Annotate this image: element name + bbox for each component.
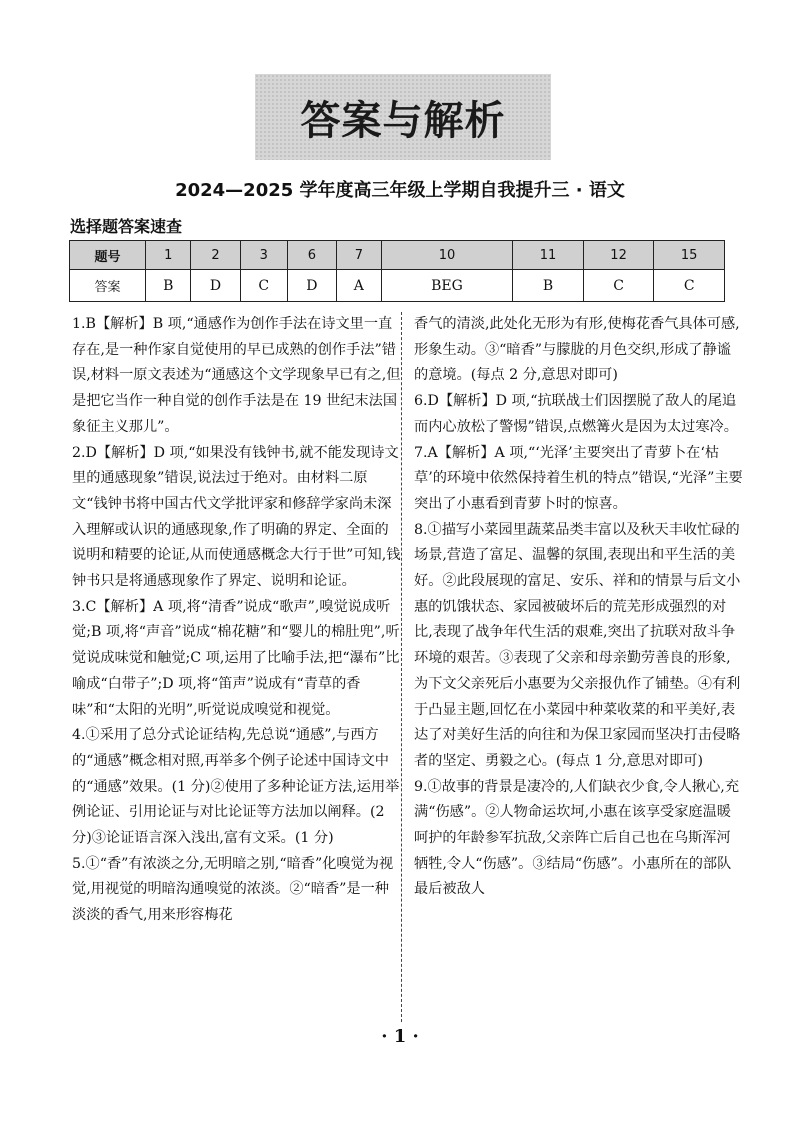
answer-cell: C [240, 270, 287, 302]
right-column [414, 312, 744, 903]
title-banner [255, 74, 551, 160]
answer-cell: A [336, 270, 381, 302]
answer-explanation-5-continued: 香气的清淡,此处化无形为有形,使梅花香气具体可感,形象生动。③“暗香”与朦胧的月色交织,形成了静谧的意境。(每点 2 分,意思对即可) [414, 316, 740, 384]
question-cell: 11 [513, 241, 584, 270]
answer-explanation-8: 8.①描写小菜园里蔬菜品类丰富以及秋天丰收忙碌的场景,营造了富足、温馨的氛围,表现出和平生活的美好。②此段展现的富足、安乐、祥和的情景与后文小惠的饥饿状态、家园被破坏后的荒芜形成强烈的对比,表现了战争年代生活的艰难,突出了抗联对敌斗争环境的艰苦。③表现了父亲和母亲勤劳善良的形象,为下文父亲死后小惠要为父亲报仇作了铺垫。④有利于凸显主题,回忆在小菜园中种菜收菜的和平美好,表达了对美好生活的向往和为保卫家园而坚决打击侵略者的坚定、勇毅之心。(每点 1 分,意思对即可) [414, 521, 741, 769]
answer-cell: B [146, 270, 191, 302]
left-column [72, 312, 402, 929]
answer-explanation-4: 4.①采用了总分式论证结构,先总说“通感”,与西方的“通感”概念相对照,再举多个例子论述中国诗文中的“通感”效果。(1 分)②使用了多种论证方法,运用举例论证、引用论证与对比论证等方法加以阐释。(2 分)③论证语言深入浅出,富有文采。(1 分) [72, 727, 400, 847]
question-cell: 1 [146, 241, 191, 270]
answer-explanation-7: 7.A【解析】A 项,“‘光泽’主要突出了青萝卜在‘枯草’的环境中依然保持着生机的特点”错误,“光泽”主要突出了小惠看到青萝卜时的惊喜。 [414, 444, 743, 512]
question-cell: 10 [381, 241, 513, 270]
question-cell: 15 [654, 241, 725, 270]
answer-cell: B [513, 270, 584, 302]
answer-cell: D [191, 270, 240, 302]
question-cell: 7 [336, 241, 381, 270]
answer-cell: D [287, 270, 336, 302]
quick-check-label: 选择题答案速查 [70, 217, 183, 236]
answer-table [69, 240, 725, 302]
answer-explanation-3: 3.C【解析】A 项,将“清香”说成“歌声”,嗅觉说成听觉;B 项,将“声音”说成“棉花糖”和“婴儿的棉肚兜”,听觉说成味觉和触觉;C 项,运用了比喻手法,把“瀑布”比喻成“白带子”;D 项,将“笛声”说成有“青草的香味”和“太阳的光明”,听觉说成嗅觉和视觉。 [72, 598, 400, 718]
answer-cell: C [583, 270, 654, 302]
answer-explanation-5: 5.①“香”有浓淡之分,无明暗之别,“暗香”化嗅觉为视觉,用视觉的明暗沟通嗅觉的浓淡。②“暗香”是一种淡淡的香气,用来形容梅花 [72, 855, 394, 924]
question-cell: 12 [583, 241, 654, 270]
document-subtitle: 2024—2025 学年度高三年级上学期自我提升三 · 语文 [175, 180, 625, 201]
answer-header: 答案 [70, 270, 146, 302]
question-cell: 3 [240, 241, 287, 270]
answer-explanation-9: 9.①故事的背景是凄冷的,人们缺衣少食,令人揪心,充满“伤感”。②人物命运坎坷,小惠在该享受家庭温暖呵护的年龄参军抗敌,父亲阵亡后自己也在乌斯浑河牺牲,令人“伤感”。③结局“伤感”。小惠所在的部队最后被敌人 [414, 778, 740, 898]
column-divider [401, 312, 402, 1022]
page-title: 答案与解析 [300, 97, 506, 144]
answer-explanation-1: 1.B【解析】B 项,“通感作为创作手法在诗文里一直存在,是一种作家自觉使用的早已成熟的创作手法”错误,材料一原文表述为“通感这个文学现象早已有之,但是把它当作一种自觉的创作手法是在 19 世纪末法国象征主义那儿”。 [72, 316, 401, 435]
answer-explanation-2: 2.D【解析】D 项,“如果没有钱钟书,就不能发现诗文里的通感现象”错误,说法过于绝对。由材料二原文“钱钟书将中国古代文学批评家和修辞学家尚未深入理解或认识的通感现象,作了明确的界定、全面的说明和精要的论证,从而使通感概念大行于世”可知,钱钟书只是将通感现象作了界定、说明和论证。 [72, 444, 401, 590]
page-number: · 1 · [381, 1026, 419, 1047]
question-number-header: 题号 [70, 241, 146, 270]
answer-explanation-6: 6.D【解析】D 项,“抗联战士们因摆脱了敌人的尾追而内心放松了警惕”错误,点燃篝火是因为太过寒冷。 [414, 393, 738, 435]
answer-cell: BEG [381, 270, 513, 302]
question-number-row [70, 241, 725, 270]
answer-cell: C [654, 270, 725, 302]
question-cell: 6 [287, 241, 336, 270]
answer-row [70, 270, 725, 302]
question-cell: 2 [191, 241, 240, 270]
